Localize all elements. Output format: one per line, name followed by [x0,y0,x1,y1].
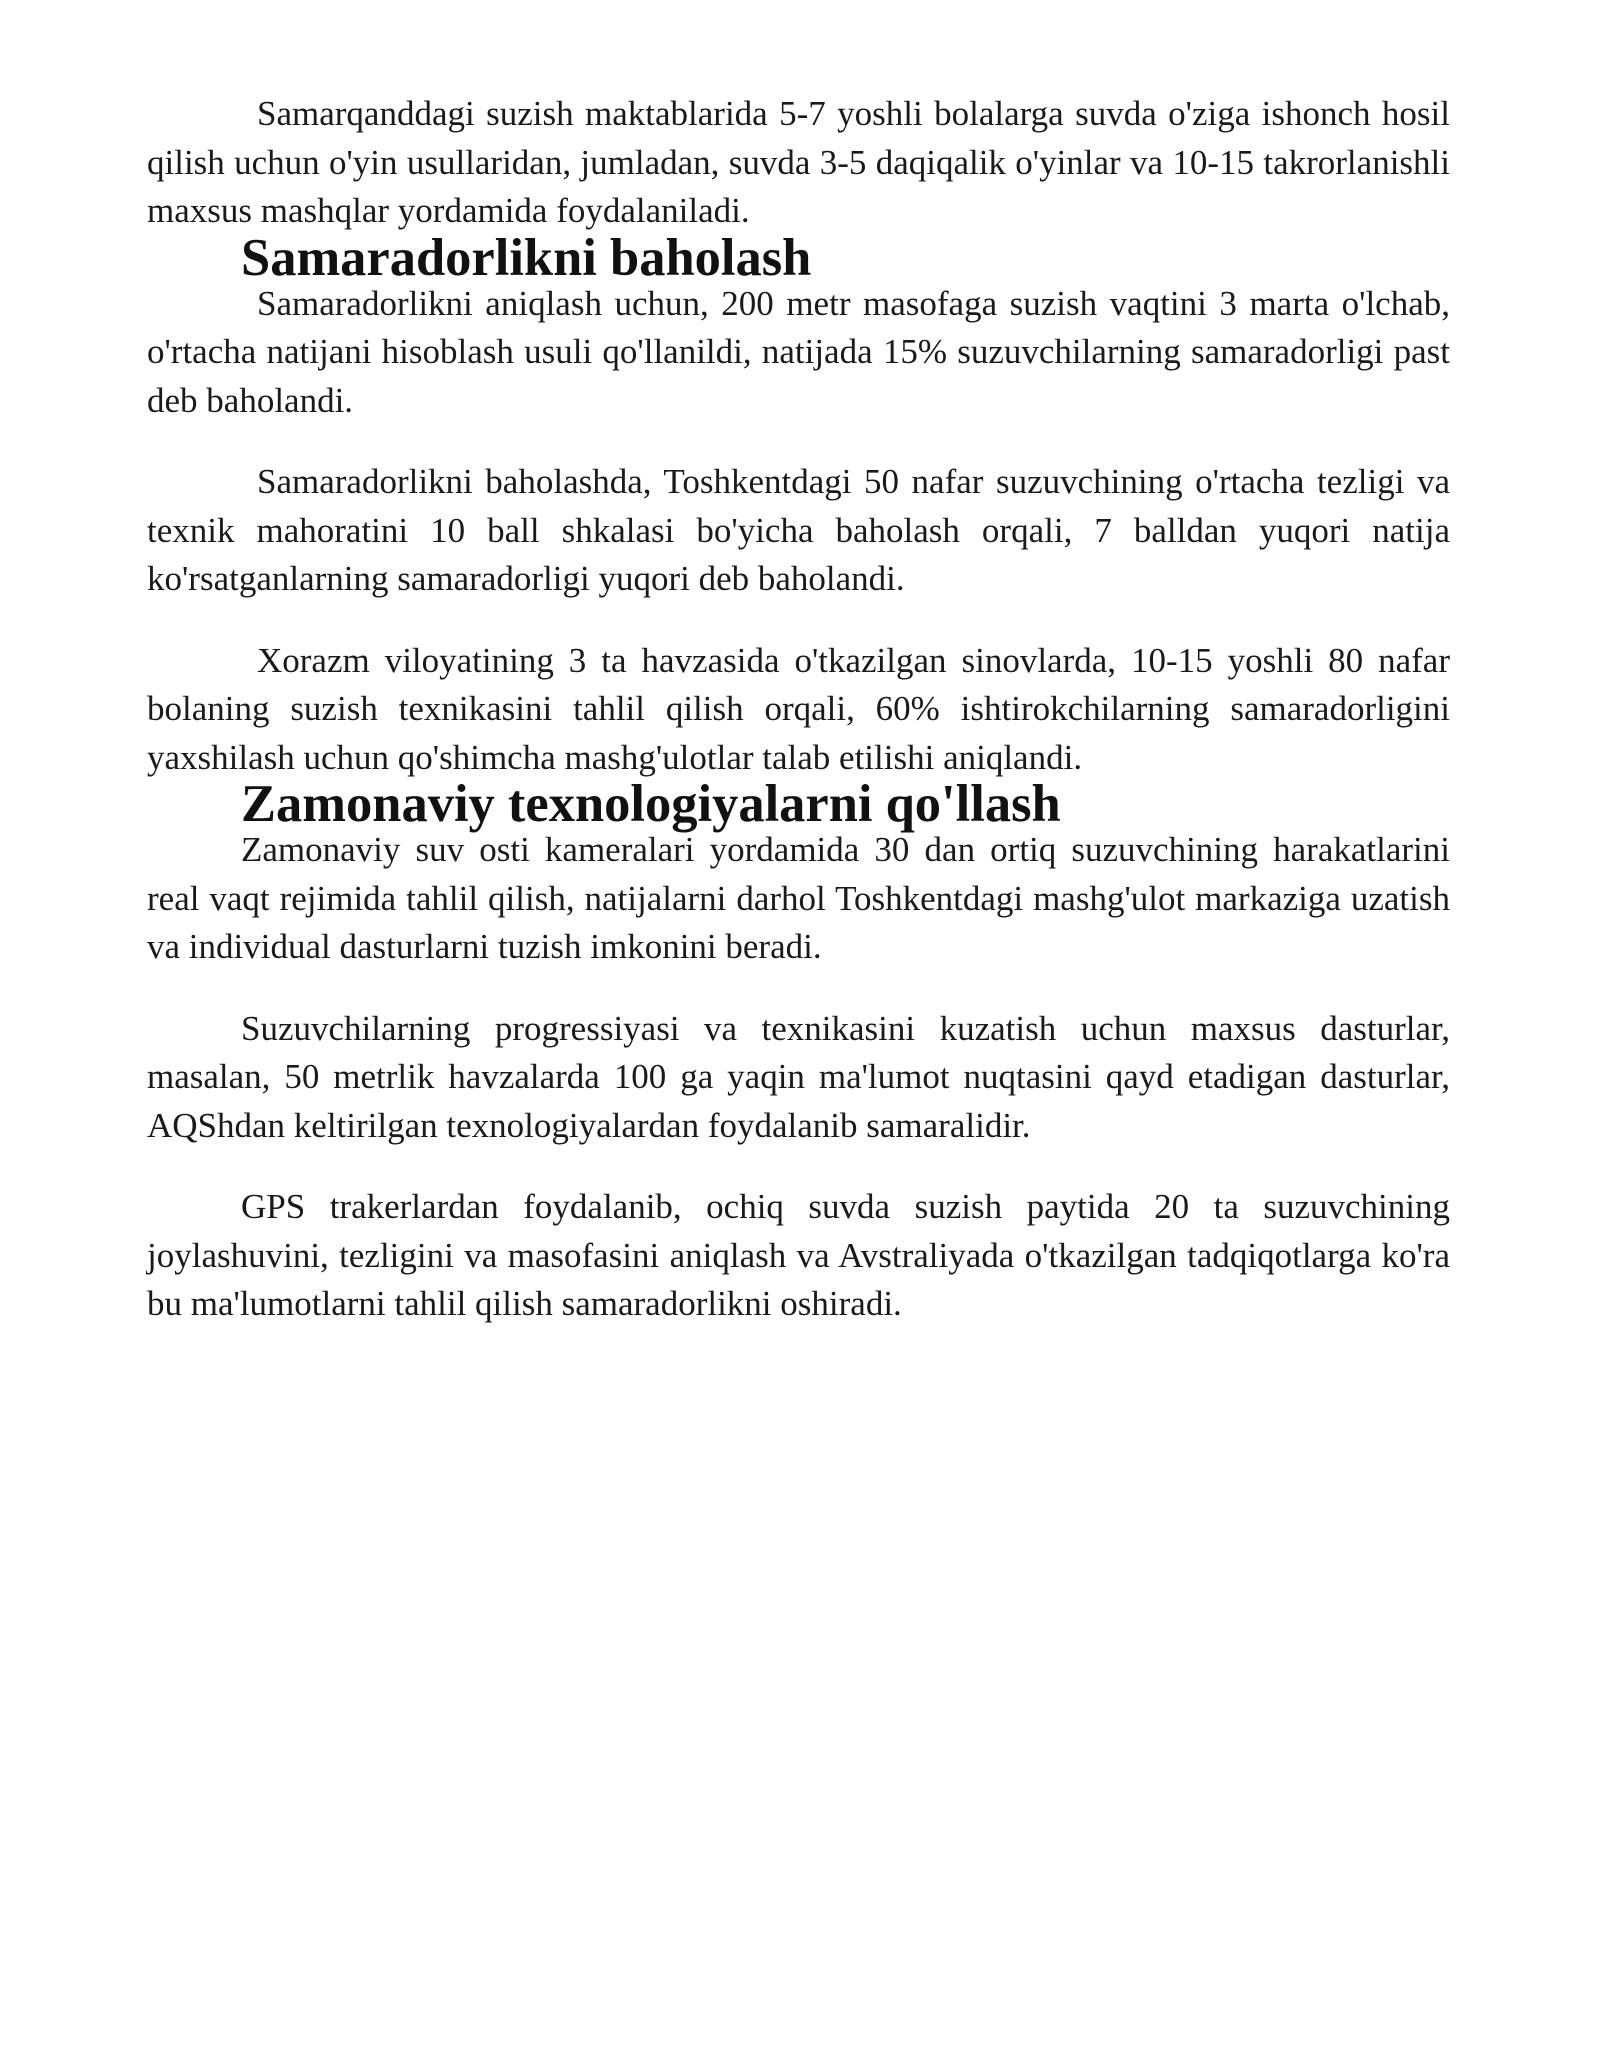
document-body [147,90,1450,1329]
paragraph-khorezm-trials: Xorazm viloyatining 3 ta havzasida o'tkazilgan sinovlarda, 10-15 yoshli 80 nafar bolaning suzish texnikasini tahlil qilish orqali, 60% ishtirokchilarning samaradorligini yaxshilash uchun qo'shimcha mashg'ulotlar talab etilishi aniqlandi. [147,640,1450,777]
heading-modern-technologies: Zamonaviy texnologiyalarni qo'llash [241,775,1061,833]
paragraph-underwater-cameras: Zamonaviy suv osti kameralari yordamida 30 dan ortiq suzuvchining harakatlarini real vaqt rejimida tahlil qilish, natijalarni darhol Toshkentdagi mashg'ulot markaziga uzatish va individual dasturlarni tuzish imkonini beradi. [147,830,1450,966]
heading-effectiveness-evaluation: Samaradorlikni baholash [241,228,812,287]
paragraph-200m-measurement: Samaradorlikni aniqlash uchun, 200 metr masofaga suzish vaqtini 3 marta o'lchab, o'rtacha natijani hisoblash usuli qo'llanildi, natijada 15% suzuvchilarning samaradorligi past deb baholandi. [147,283,1450,420]
paragraph-gps-trackers: GPS trakerlardan foydalanib, ochiq suvda suzish paytida 20 ta suzuvchining joylashuvini, tezligini va masofasini aniqlash va Avstraliyada o'tkazilgan tadqiqotlarga ko'ra bu ma'lumotlarni tahlil qilish samaradorlikni oshiradi. [147,1187,1450,1323]
paragraph-tashkent-evaluation: Samaradorlikni baholashda, Toshkentdagi 50 nafar suzuvchining o'rtacha tezligi va texnik mahoratini 10 ball shkalasi bo'yicha baholash orqali, 7 balldan yuqori natija ko'rsatganlarning samaradorligi yuqori deb baholandi. [147,462,1450,598]
paragraph-tracking-software: Suzuvchilarning progressiyasi va texnikasini kuzatish uchun maxsus dasturlar, masalan, 50 metrlik havzalarda 100 ga yaqin ma'lumot nuqtasini qayd etadigan dasturlar, AQShdan keltirilgan texnologiyalardan foydalanib samaralidir. [147,1008,1450,1145]
paragraph-swimming-schools: Samarqanddagi suzish maktablarida 5-7 yoshli bolalarga suvda o'ziga ishonch hosil qilish uchun o'yin usullaridan, jumladan, suvda 3-5 daqiqalik o'yinlar va 10-15 takrorlanishli maxsus mashqlar yordamida foydalaniladi. [147,94,1450,230]
